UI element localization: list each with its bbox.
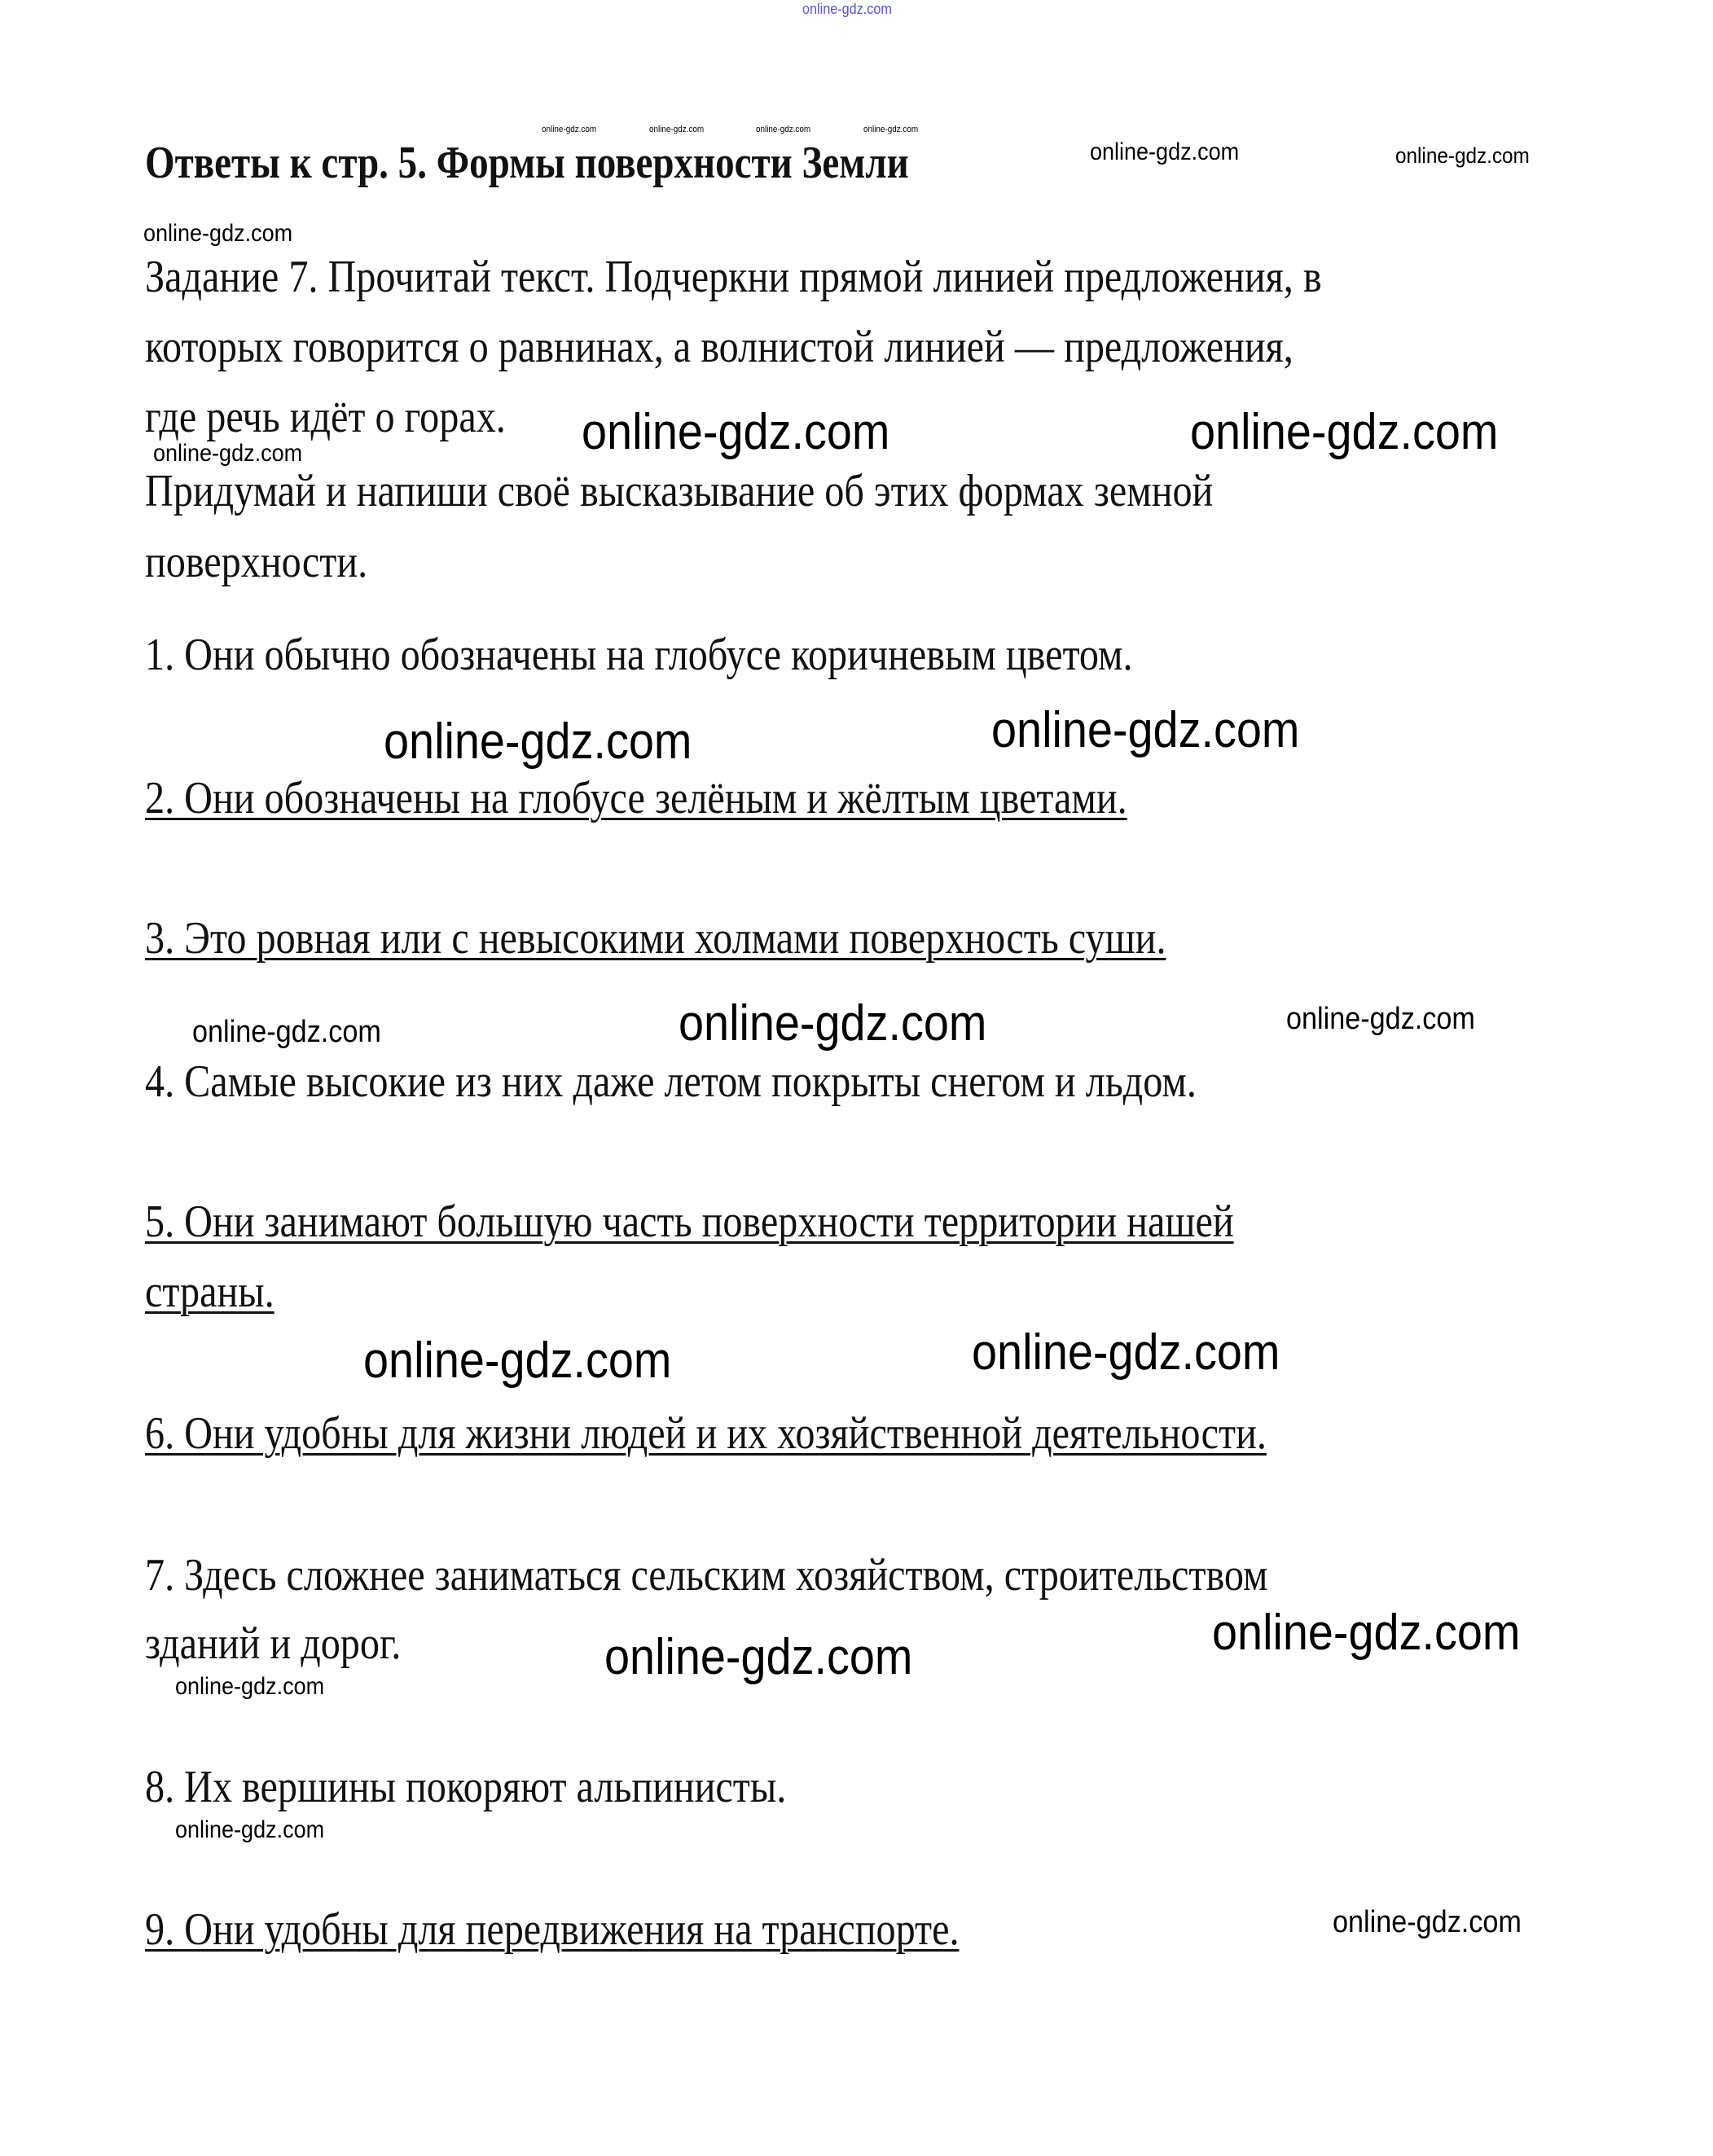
watermark: online-gdz.com — [863, 125, 919, 134]
task-line: где речь идёт о горах. — [145, 392, 506, 442]
answer-item-7-cont: зданий и дорог. — [145, 1618, 402, 1669]
answer-item-1: 1. Они обычно обозначены на глобусе коричневым цветом. — [145, 630, 1133, 680]
watermark: online-gdz.com — [649, 125, 705, 134]
answer-item-4: 4. Самые высокие из них даже летом покрыты снегом и льдом. — [145, 1056, 1197, 1107]
header-watermark: online-gdz.com — [802, 1, 892, 17]
watermark: online-gdz.com — [972, 1324, 1280, 1381]
watermark: online-gdz.com — [1333, 1905, 1522, 1939]
watermark: online-gdz.com — [542, 125, 597, 134]
answer-item-9: 9. Они удобны для передвижения на транспорте. — [145, 1904, 960, 1955]
task-line: Придумай и напиши своё высказывание об этих формах земной — [145, 466, 1214, 516]
answer-item-6: 6. Они удобны для жизни людей и их хозяйственной деятельности. — [145, 1408, 1267, 1459]
page-title: Ответы к стр. 5. Формы поверхности Земли — [145, 138, 909, 188]
watermark: online-gdz.com — [384, 714, 692, 770]
watermark: online-gdz.com — [582, 404, 890, 460]
watermark: online-gdz.com — [1190, 404, 1499, 460]
watermark: online-gdz.com — [175, 1816, 325, 1843]
watermark: online-gdz.com — [1090, 138, 1240, 165]
watermark: online-gdz.com — [604, 1629, 913, 1685]
task-line: поверхности. — [145, 537, 368, 587]
answer-item-5-cont: страны. — [145, 1267, 275, 1317]
task-line: которых говорится о равнинах, а волнистой линией — предложения, — [145, 322, 1294, 372]
watermark: online-gdz.com — [1286, 1002, 1475, 1036]
answer-item-8: 8. Их вершины покоряют альпинисты. — [145, 1762, 787, 1812]
watermark: online-gdz.com — [192, 1015, 381, 1049]
watermark: online-gdz.com — [991, 702, 1300, 758]
watermark: online-gdz.com — [756, 125, 811, 134]
watermark: online-gdz.com — [1212, 1605, 1521, 1661]
answer-item-7: 7. Здесь сложнее заниматься сельским хозяйством, строительством — [145, 1550, 1268, 1601]
answer-item-2: 2. Они обозначены на глобусе зелёным и жёлтым цветами. — [145, 773, 1127, 823]
task-line: Задание 7. Прочитай текст. Подчеркни прямой линией предложения, в — [145, 252, 1322, 302]
watermark: online-gdz.com — [175, 1673, 325, 1700]
answer-item-3: 3. Это ровная или с невысокими холмами поверхность суши. — [145, 913, 1166, 964]
answer-item-5: 5. Они занимают большую часть поверхности территории нашей — [145, 1197, 1234, 1247]
watermark: online-gdz.com — [1395, 143, 1530, 168]
watermark: online-gdz.com — [143, 220, 293, 247]
watermark: online-gdz.com — [153, 440, 303, 467]
watermark: online-gdz.com — [679, 995, 987, 1052]
watermark: online-gdz.com — [363, 1333, 672, 1389]
